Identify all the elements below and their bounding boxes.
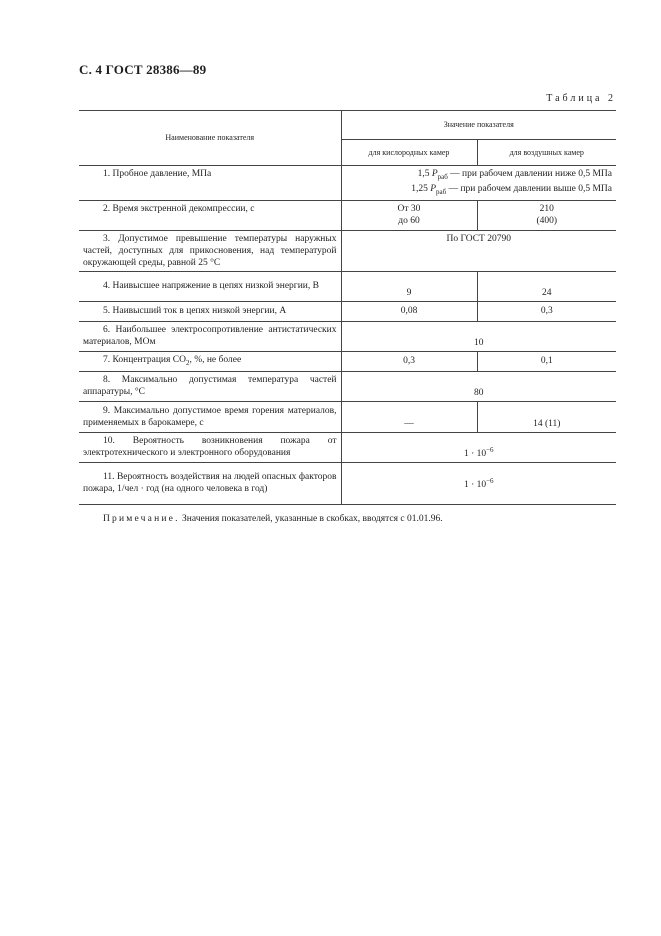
row-10-name: 10. Вероятность возникновения пожара от электротехнического и электронного оборудования <box>79 432 341 462</box>
row-9-air: 14 (11) <box>477 401 616 432</box>
row-1-value: 1,5 $P_{раб}$ — при рабочем давлении ниже 0,5 МПа 1,25 $P_{раб}$ — при рабочем давлении выше 0,5 МПа <box>341 166 616 201</box>
row-5-name: 5. Наивысший ток в цепях низкой энергии, А <box>79 301 341 321</box>
note-label: Примечание. <box>103 514 180 524</box>
row-3-name: 3. Допустимое превышение температуры наружных частей, доступных для прикосновения, над температурой окружающей среды, равной 25 °С <box>79 230 341 271</box>
row-2-name: 2. Время экстренной декомпрессии, с <box>79 200 341 230</box>
row-7-air: 0,1 <box>477 351 616 371</box>
table-row <box>79 462 616 504</box>
row-5-oxygen: 0,08 <box>341 301 477 321</box>
header-value-group: Значение показателя <box>341 111 616 140</box>
row-1-name: 1. Пробное давление, МПа <box>79 166 341 201</box>
table-label: Таблица 2 <box>546 93 616 104</box>
row-2-oxygen: От 30 до 60 <box>341 200 477 230</box>
table-note <box>79 514 619 524</box>
row-4-name: 4. Наивысшее напряжение в цепях низкой энергии, В <box>79 271 341 301</box>
row-2-air: 210 (400) <box>477 200 616 230</box>
row-8-name: 8. Максимально допустимая температура частей аппаратуры, °С <box>79 371 341 401</box>
header-name-col: Наименование показателя <box>79 111 341 166</box>
row-9-name: 9. Максимально допустимое время горения материалов, применяемых в барокамере, с <box>79 401 341 432</box>
row-5-air: 0,3 <box>477 301 616 321</box>
table-row <box>79 301 616 321</box>
header-oxygen-col: для кислородных камер <box>341 140 477 166</box>
note-text: Значения показателей, указанные в скобках, вводятся с 01.01.96. <box>182 514 443 524</box>
row-6-value: 10 <box>341 321 616 351</box>
table-row <box>79 230 616 271</box>
page-header: С. 4 ГОСТ 28386—89 <box>79 62 207 77</box>
row-11-name: 11. Вероятность воздействия на людей опасных факторов пожара, 1/чел · год (на одного человека в год) <box>79 462 341 504</box>
table-row <box>79 200 616 230</box>
row-10-value: $1 \cdot 10^{-6}$ <box>341 432 616 462</box>
row-6-name: 6. Наибольшее электросопротивление антистатических материалов, МОм <box>79 321 341 351</box>
row-4-oxygen: 9 <box>341 271 477 301</box>
row-3-value: По ГОСТ 20790 <box>341 230 616 271</box>
table-row <box>79 351 616 371</box>
row-4-air: 24 <box>477 271 616 301</box>
table-row <box>79 371 616 401</box>
table-row <box>79 271 616 301</box>
parameters-table <box>79 110 616 505</box>
row-9-oxygen: — <box>341 401 477 432</box>
row-11-value: $1 \cdot 10^{-6}$ <box>341 462 616 504</box>
row-7-name: 7. Концентрация $СО_2$, %, не более <box>79 351 341 371</box>
table-row <box>79 401 616 432</box>
table-row <box>79 321 616 351</box>
table-row <box>79 166 616 201</box>
header-air-col: для воздушных камер <box>477 140 616 166</box>
row-7-oxygen: 0,3 <box>341 351 477 371</box>
table-row <box>79 432 616 462</box>
row-8-value: 80 <box>341 371 616 401</box>
